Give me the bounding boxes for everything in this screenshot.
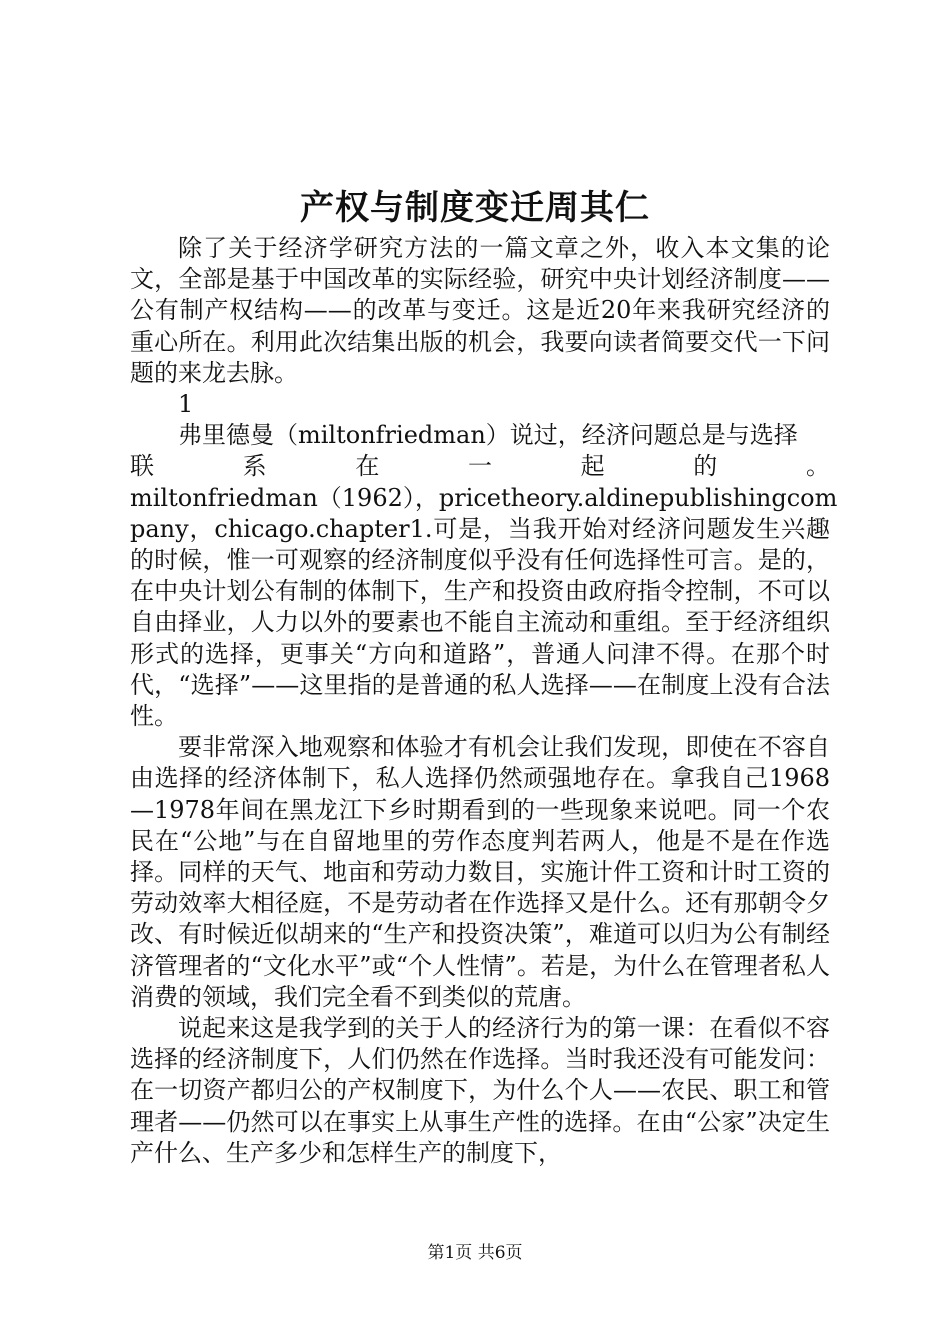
- citation-line: miltonfriedman（1962），pricetheory.aldinepublishingcom: [130, 483, 838, 512]
- spread-char: 系: [242, 452, 267, 481]
- paragraph-friedman-rest: pany，chicago.chapter1.可是，当我开始对经济问题发生兴趣的时候，惟一可观察的经济制度似乎没有任何选择性可言。是的，在中央计划公有制的体制下，生产和投资由政府指令控制，不可以自由择业，人力以外的要素也不能自主流动和重组。至于经济组织形式的选择，更事关“方向和道路”，普通人问津不得。在那个时代，“选择”——这里指的是普通的私人选择——在制度上没有合法性。: [130, 514, 830, 731]
- page-footer: 第1页 共6页: [427, 1243, 523, 1263]
- paragraph-observation: 要非常深入地观察和体验才有机会让我们发现，即使在不容自由选择的经济体制下，私人选择仍然顽强地存在。拿我自己1968—1978年间在黑龙江下乡时期看到的一些现象来说吧。同一个农民在“公地”与在自留地里的劳作态度判若两人，他是不是在作选择。同样的天气、地亩和劳动力数目，实施计件工资和计时工资的劳动效率大相径庭，不是劳动者在作选择又是什么。还有那朝令夕改、有时候近似胡来的“生产和投资决策”，难道可以归为公有制经济管理者的“文化水平”或“个人性情”。若是，为什么在管理者私人消费的领域，我们完全看不到类似的荒唐。: [130, 733, 830, 1011]
- spread-char: 一: [467, 452, 492, 481]
- spread-char: 联: [130, 452, 154, 481]
- spread-char: 在: [355, 452, 380, 481]
- paragraph-friedman-line1: 弗里德曼（miltonfriedman）说过，经济问题总是与选择: [178, 421, 798, 450]
- document-body: [130, 233, 838, 1169]
- paragraph-first-lesson: 说起来这是我学到的关于人的经济行为的第一课：在看似不容选择的经济制度下，人们仍然在作选择。当时我还没有可能发问：在一切资产都归公的产权制度下，为什么个人——农民、职工和管理者——仍然可以在事实上从事生产性的选择。在由“公家”决定生产什么、生产多少和怎样生产的制度下，: [130, 1014, 830, 1167]
- paragraph-friedman: [130, 420, 838, 732]
- spread-char: 的: [693, 452, 718, 481]
- spread-char: 。: [805, 452, 830, 481]
- document-title: 产权与制度变迁周其仁: [300, 188, 650, 228]
- spread-char: 起: [580, 452, 605, 481]
- section-number: 1: [178, 390, 194, 419]
- paragraph-intro: 除了关于经济学研究方法的一篇文章之外，收入本文集的论文，全部是基于中国改革的实际经验，研究中央计划经济制度——公有制产权结构——的改革与变迁。这是近20年来我研究经济的重心所在。利用此次结集出版的机会，我要向读者简要交代一下问题的来龙去脉。: [130, 234, 830, 387]
- paragraph-friedman-spread-line: [130, 451, 830, 482]
